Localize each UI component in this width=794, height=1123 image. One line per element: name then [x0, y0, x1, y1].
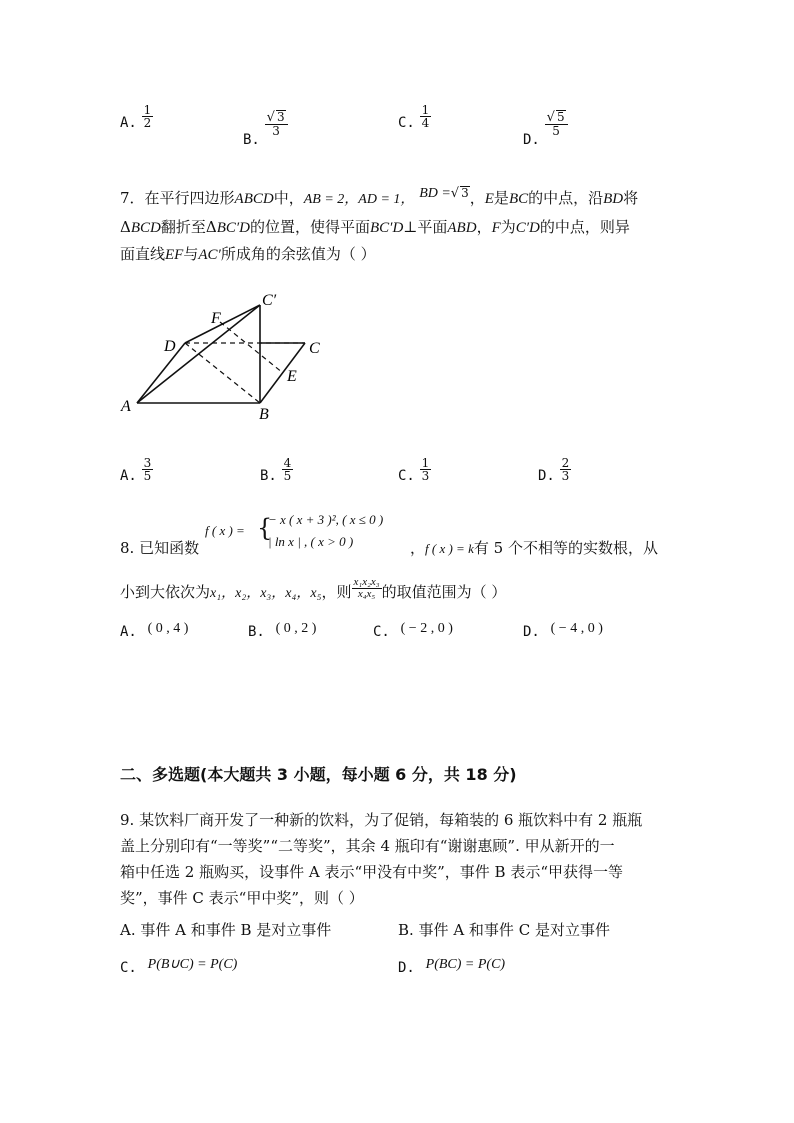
- label-b: B: [259, 406, 269, 420]
- q7-option-c[interactable]: C. $\frac{1}{3}$: [398, 455, 430, 484]
- label-a: A: [121, 398, 131, 415]
- edge-db-dashed: [185, 343, 260, 403]
- label-f: F: [211, 310, 221, 327]
- q8-line-2: 小到大依次为x₁，x₂，x₃，x₄，x₅，则 $\frac{\text{x₁x₂x₃}}{\text{x₄x₅}}$ 的取值范围为（ ）: [120, 575, 507, 601]
- edge-ad: [137, 343, 185, 403]
- label-e: E: [287, 368, 297, 385]
- q9-line-1: 9. 某饮料厂商开发了一种新的饮料，为了促销，每箱装的 6 瓶饮料中有 2 瓶瓶: [120, 811, 643, 829]
- q7-figure: [115, 285, 335, 420]
- q7-option-a[interactable]: A. $\frac{3}{5}$: [120, 455, 152, 484]
- q7-option-b[interactable]: B. $\frac{4}{5}$: [260, 455, 292, 484]
- edge-cb: [260, 343, 305, 403]
- q8-option-a[interactable]: A. ( 0 , 4 ): [120, 621, 189, 640]
- q8-case-2: | ln x | , ( x > 0 ): [268, 534, 354, 549]
- q6-option-d[interactable]: D. $\frac{√ 5}{5}$: [523, 110, 568, 137]
- q6-option-a[interactable]: A. $\frac{1}{2}$: [120, 102, 152, 131]
- label-cprime: C′: [262, 292, 277, 309]
- q9-option-d[interactable]: D. P(BC) = P(C): [398, 957, 506, 976]
- section-2-title: 二、多选题(本大题共 3 小题，每小题 6 分，共 18 分): [120, 765, 517, 784]
- q8-option-c[interactable]: C. ( − 2 , 0 ): [373, 621, 453, 640]
- q8-option-d[interactable]: D. ( − 4 , 0 ): [523, 621, 603, 640]
- q9-line-3: 箱中任选 2 瓶购买，设事件 A 表示“甲没有中奖”，事件 B 表示“甲获得一等: [120, 863, 624, 881]
- q9-option-a[interactable]: A. 事件 A 和事件 B 是对立事件: [120, 921, 332, 939]
- label-c: C: [309, 340, 320, 357]
- q7-line-3: 面直线EF与AC′所成角的余弦值为（ ）: [120, 245, 376, 263]
- q8-label: 8. 已知函数: [120, 539, 200, 557]
- q8-piecewise: f ( x ) =: [205, 523, 245, 538]
- label-d: D: [164, 338, 176, 355]
- edge-fe-dashed: [220, 322, 283, 373]
- q7-option-d[interactable]: D. $\frac{2}{3}$: [538, 455, 570, 484]
- q6-option-c[interactable]: C. $\frac{1}{4}$: [398, 102, 430, 131]
- q6-option-b[interactable]: B. $\frac{√ 3}{3}$: [243, 110, 288, 137]
- q9-line-4: 奖”，事件 C 表示“甲中奖”，则（ ）: [120, 889, 364, 907]
- q9-option-c[interactable]: C. P(B∪C) = P(C): [120, 957, 238, 976]
- q9-option-b[interactable]: B. 事件 A 和事件 C 是对立事件: [398, 921, 610, 939]
- q7-line-1: 7．在平行四边形ABCD中，AB = 2，AD = 1， BD =√ 3，E是BC的中点，沿BD将: [120, 186, 639, 207]
- q8-line-1-tail: ，f ( x ) = k有 5 个不相等的实数根，从: [410, 539, 658, 557]
- q9-line-2: 盖上分别印有“一等奖”“二等奖”，其余 4 瓶印有“谢谢惠顾”. 甲从新开的一: [120, 837, 615, 855]
- q8-option-b[interactable]: B. ( 0 , 2 ): [248, 621, 317, 640]
- q7-line-2: ΔBCD翻折至ΔBC′D的位置，使得平面BC′D⊥平面ABD，F为C′D的中点，则异: [120, 218, 630, 236]
- q8-case-1: − x ( x + 3 )², ( x ≤ 0 ): [268, 512, 384, 527]
- q8-brace: {: [257, 514, 273, 542]
